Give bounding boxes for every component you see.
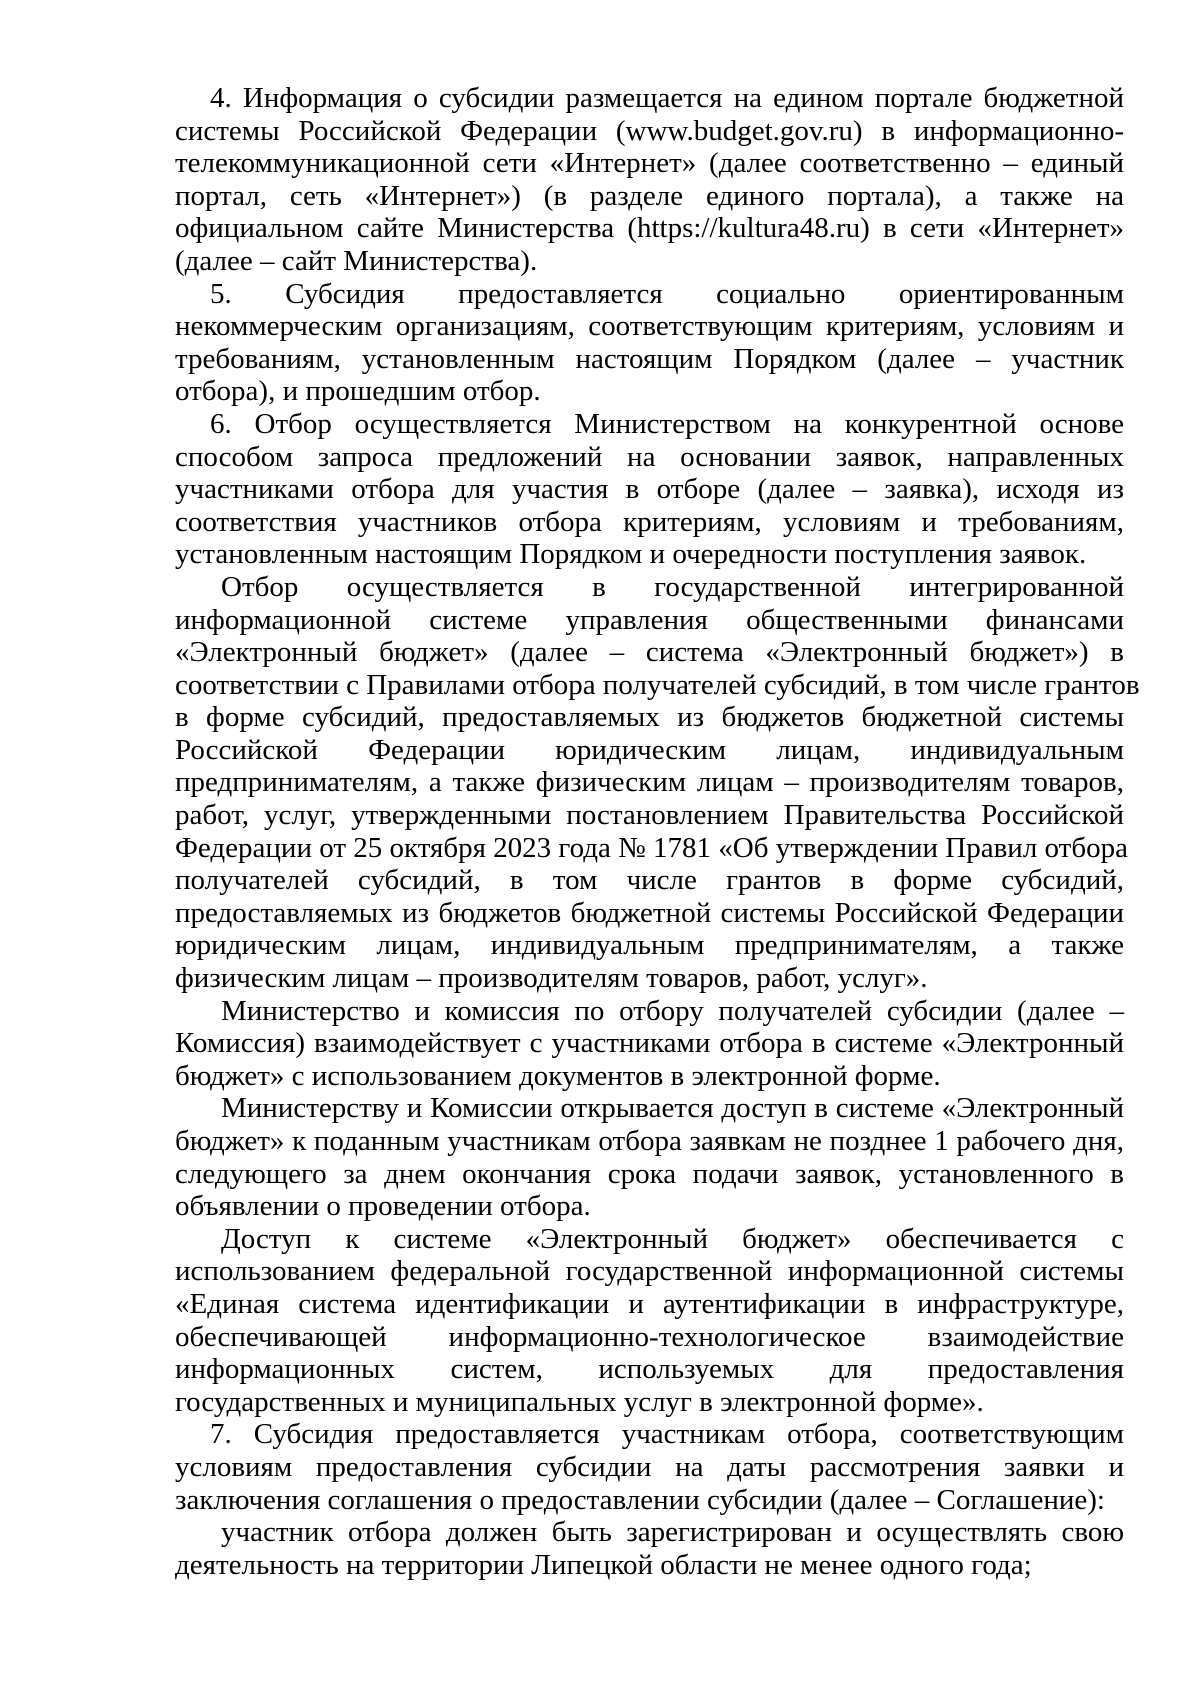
text-line: Комиссия) взаимодействует с участниками отбора в системе «Электронный: [175, 1027, 1124, 1060]
text-line: бюджет» с использованием документов в электронной форме.: [175, 1059, 941, 1092]
text-line: условиям предоставления субсидии на даты рассмотрения заявки и: [175, 1450, 1124, 1483]
text-line: «Электронный бюджет» (далее – система «Электронный бюджет») в: [175, 636, 1124, 669]
text-line: Федерации от 25 октября 2023 года № 1781 «Об утверждении Правил отбора: [175, 831, 1128, 864]
paragraph-access-to-applications: [175, 1092, 1124, 1222]
text-line: официальном сайте Министерства (https://kultura48.ru) в сети «Интернет»: [175, 212, 1124, 245]
text-line: следующего за днем окончания срока подачи заявок, установленного в: [175, 1157, 1124, 1190]
text-line: Отбор осуществляется в государственной интегрированной: [221, 570, 1124, 603]
text-line: способом запроса предложений на основании заявок, направленных: [175, 440, 1124, 473]
text-line: (далее – сайт Министерства).: [175, 244, 538, 277]
text-line: Российской Федерации юридическим лицам, индивидуальным: [175, 733, 1124, 766]
text-line: Министерство и комиссия по отбору получателей субсидии (далее –: [221, 994, 1124, 1027]
text-line: 4. Информация о субсидии размещается на едином портале бюджетной: [210, 82, 1124, 114]
text-line: соответствия участников отбора критериям, условиям и требованиям,: [175, 505, 1124, 538]
text-line: объявлении о проведении отбора.: [175, 1190, 591, 1223]
text-line: Министерству и Комиссии открывается доступ в системе «Электронный: [221, 1092, 1124, 1125]
text-line: физическим лицам – производителям товаров, работ, услуг».: [175, 962, 928, 995]
text-line: государственных и муниципальных услуг в электронной форме».: [175, 1385, 984, 1418]
paragraph-6-selection: [175, 408, 1124, 571]
text-line: в форме субсидий, предоставляемых из бюджетов бюджетной системы: [175, 701, 1124, 734]
paragraph-system-access: [175, 1223, 1124, 1419]
text-line: установленным настоящим Порядком и очередности поступления заявок.: [175, 538, 1087, 571]
text-line: участник отбора должен быть зарегистрирован и осуществлять свою: [221, 1516, 1124, 1549]
paragraph-electronic-budget-system: [175, 570, 1140, 995]
text-line: обеспечивающей информационно-технологическое взаимодействие: [175, 1320, 1124, 1353]
text-line: 7. Субсидия предоставляется участникам отбора, соответствующим: [210, 1418, 1124, 1451]
text-line: участниками отбора для участия в отборе (далее – заявка), исходя из: [175, 473, 1124, 506]
text-line: 5. Субсидия предоставляется социально ориентированным: [210, 277, 1124, 310]
text-line: телекоммуникационной сети «Интернет» (далее соответственно – единый: [175, 147, 1124, 180]
text-line: заключения соглашения о предоставлении субсидии (далее – Соглашение):: [175, 1483, 1105, 1516]
text-line: предоставляемых из бюджетов бюджетной системы Российской Федерации: [175, 896, 1124, 929]
text-line: системы Российской Федерации (www.budget.gov.ru) в информационно-: [175, 114, 1124, 147]
text-line: юридическим лицам, индивидуальным предпринимателям, а также: [175, 929, 1124, 962]
text-line: деятельность на территории Липецкой области не менее одного года;: [175, 1548, 1032, 1581]
text-line: «Единая система идентификации и аутентификации в инфраструктуре,: [175, 1287, 1124, 1320]
paragraph-commission-interaction: [175, 995, 1124, 1093]
text-line: информационных систем, используемых для предоставления: [175, 1353, 1124, 1386]
text-line: информационной системе управления общественными финансами: [175, 603, 1124, 636]
text-line: бюджет» к поданным участникам отбора заявкам не позднее 1 рабочего дня,: [175, 1125, 1124, 1157]
text-line: получателей субсидий, в том числе грантов в форме субсидий,: [175, 864, 1124, 897]
paragraph-registration-requirement: [175, 1516, 1124, 1581]
paragraph-4-budget-portal: [175, 82, 1124, 278]
text-line: соответствии с Правилами отбора получателей субсидий, в том числе грантов: [175, 668, 1140, 701]
text-line: работ, услуг, утвержденными постановлением Правительства Российской: [175, 799, 1124, 832]
text-line: отбора), и прошедшим отбор.: [175, 375, 541, 408]
text-line: 6. Отбор осуществляется Министерством на конкурентной основе: [210, 407, 1124, 440]
text-line: Доступ к системе «Электронный бюджет» обеспечивается с: [221, 1222, 1124, 1255]
text-line: требованиям, установленным настоящим Порядком (далее – участник: [175, 342, 1124, 375]
text-line: предпринимателям, а также физическим лицам – производителям товаров,: [175, 766, 1124, 799]
paragraph-7-conditions: [175, 1418, 1124, 1516]
document-page: [175, 82, 1140, 1581]
text-line: портал, сеть «Интернет») (в разделе единого портала), а также на: [175, 179, 1124, 212]
paragraph-5-subsidy-recipients: [175, 278, 1124, 408]
text-line: некоммерческим организациям, соответствующим критериям, условиям и: [175, 310, 1124, 343]
text-line: использованием федеральной государственной информационной системы: [175, 1255, 1124, 1288]
